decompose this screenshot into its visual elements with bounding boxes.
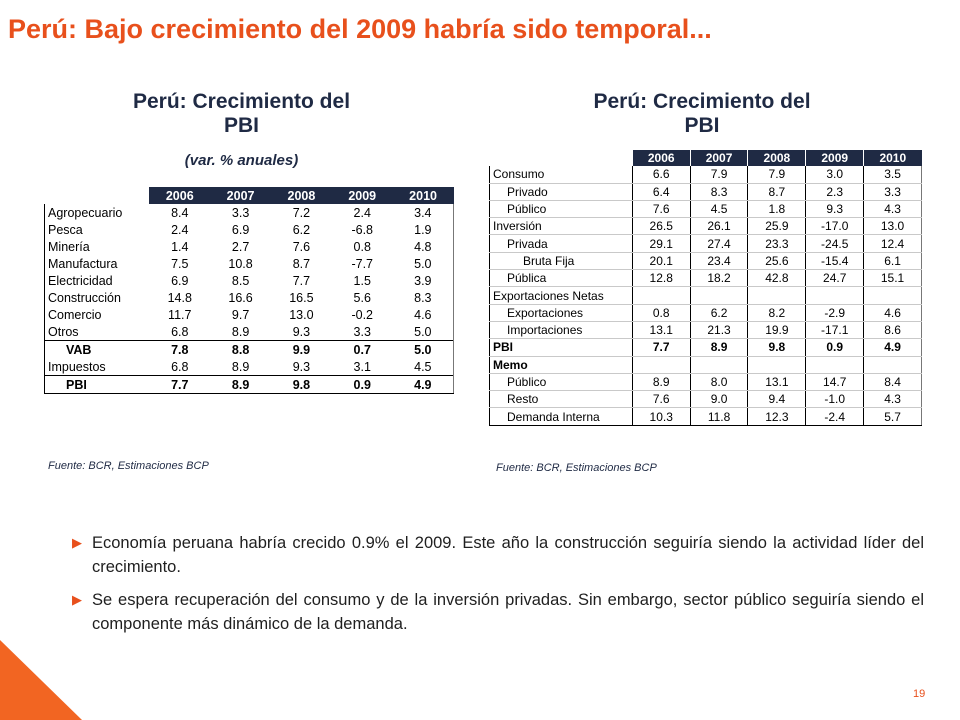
table-row (490, 356, 922, 373)
value-cell: 8.6 (864, 321, 922, 338)
row-label: Construcción (45, 289, 150, 306)
value-cell: 26.1 (690, 218, 748, 235)
value-cell: -17.0 (806, 218, 864, 235)
value-cell: 9.9 (271, 341, 332, 359)
table-row (490, 218, 922, 235)
table-row (45, 255, 454, 272)
header-year-cell: 2007 (690, 150, 748, 166)
value-cell (864, 287, 922, 304)
right-table-title (502, 90, 902, 138)
value-cell: 3.3 (231, 205, 250, 220)
table-row (45, 289, 454, 306)
right-table-title-line2: PBI (684, 114, 720, 137)
value-cell: 4.3 (864, 391, 922, 408)
value-cell: 4.5 (690, 200, 748, 217)
arrow-bullet-icon: ▶ (72, 592, 82, 607)
value-cell: 25.9 (748, 218, 806, 235)
value-cell: 8.7 (292, 256, 311, 271)
row-label: Resto (490, 391, 633, 408)
value-cell: 23.3 (748, 235, 806, 252)
value-cell: 9.0 (690, 391, 748, 408)
right-table (489, 150, 922, 426)
value-cell: 0.9 (806, 339, 864, 356)
value-cell: 8.9 (690, 339, 748, 356)
value-cell: 5.0 (393, 323, 454, 341)
right-table-title-line1: Perú: Crecimiento del (593, 90, 811, 113)
header-year-cell: 2010 (864, 150, 922, 166)
value-cell: 10.3 (632, 408, 690, 425)
value-cell: 4.6 (393, 306, 454, 323)
value-cell: 23.4 (690, 252, 748, 269)
header-year-cell: 2008 (748, 150, 806, 166)
value-cell: -1.0 (806, 391, 864, 408)
value-cell: 6.2 (292, 222, 311, 237)
row-label: Pública (490, 270, 633, 287)
value-cell: 3.3 (864, 183, 922, 200)
table-header-row (490, 150, 922, 166)
row-label: Exportaciones Netas (490, 287, 633, 304)
value-cell: 3.1 (353, 359, 371, 374)
table-row (490, 408, 922, 425)
table-row (490, 391, 922, 408)
value-cell: 6.9 (171, 273, 189, 288)
value-cell: 7.6 (632, 200, 690, 217)
value-cell: 6.9 (231, 222, 250, 237)
header-blank-cell (490, 150, 633, 166)
table-row (45, 341, 454, 359)
right-table-source: Fuente: BCR, Estimaciones BCP (496, 462, 657, 474)
table-row (490, 321, 922, 338)
slide-title: Perú: Bajo crecimiento del 2009 habría sido temporal... (8, 14, 712, 44)
row-label: Otros (45, 323, 150, 341)
value-cell: 2.4 (171, 222, 189, 237)
value-cell: 8.5 (231, 273, 250, 288)
value-cell: 6.6 (632, 166, 690, 183)
value-cell: 7.8 (149, 341, 210, 359)
value-cell: 5.0 (393, 341, 454, 359)
value-cell: 13.1 (748, 373, 806, 390)
row-label: Inversión (490, 218, 633, 235)
value-cell: 2.4 (353, 205, 371, 220)
bullet-text: Se espera recuperación del consumo y de la inversión privadas. Sin embargo, sector público seguiría siendo el componente más dinámico de la demanda. (92, 591, 924, 633)
left-table-title-line2: PBI (223, 114, 259, 137)
value-cell: 7.7 (149, 376, 210, 394)
header-year-cell: 2007 (210, 187, 271, 204)
row-label: Privado (490, 183, 633, 200)
value-cell: 5.6 (353, 290, 371, 305)
page-number: 19 (913, 688, 926, 700)
left-table-subtitle: (var. % anuales) (184, 152, 299, 169)
header-year-cell: 2006 (149, 187, 210, 204)
value-cell: 9.8 (271, 376, 332, 394)
row-label: Impuestos (45, 358, 150, 376)
value-cell: 11.8 (690, 408, 748, 425)
row-label: Consumo (490, 166, 633, 183)
row-label: Importaciones (490, 321, 633, 338)
table-row (45, 358, 454, 376)
value-cell: 1.4 (171, 239, 189, 254)
value-cell: 7.9 (748, 166, 806, 183)
row-label: Agropecuario (45, 204, 150, 221)
value-cell: 12.4 (864, 235, 922, 252)
left-table-title-line1: Perú: Crecimiento del (132, 90, 351, 113)
value-cell: 4.5 (393, 358, 454, 376)
value-cell: 0.7 (332, 341, 393, 359)
table-row (45, 376, 454, 394)
value-cell: 8.2 (748, 304, 806, 321)
table-row (45, 272, 454, 289)
value-cell: 6.1 (864, 252, 922, 269)
value-cell: 9.3 (292, 324, 311, 339)
value-cell: -7.7 (351, 256, 374, 271)
value-cell: 7.6 (292, 239, 311, 254)
value-cell: 16.6 (228, 290, 253, 305)
table-row (490, 166, 922, 183)
value-cell: 8.4 (864, 373, 922, 390)
value-cell: 14.8 (167, 290, 192, 305)
value-cell: 6.2 (690, 304, 748, 321)
value-cell: 8.0 (690, 373, 748, 390)
table-row (490, 252, 922, 269)
value-cell (632, 287, 690, 304)
value-cell: 0.9 (332, 376, 393, 394)
table-row (45, 204, 454, 221)
left-table-title (44, 90, 439, 138)
value-cell: 9.3 (292, 359, 311, 374)
value-cell: 4.9 (864, 339, 922, 356)
value-cell (690, 287, 748, 304)
left-table (44, 187, 454, 394)
value-cell: 10.8 (228, 256, 253, 271)
row-label: Pesca (45, 221, 150, 238)
value-cell: 7.7 (292, 273, 311, 288)
value-cell: 8.4 (171, 205, 189, 220)
table-row (490, 339, 922, 356)
value-cell: 3.0 (806, 166, 864, 183)
value-cell: 3.4 (393, 204, 454, 221)
value-cell: 2.7 (231, 239, 250, 254)
value-cell: 6.8 (171, 359, 189, 374)
row-label: Exportaciones (490, 304, 633, 321)
row-label: Bruta Fija (490, 252, 633, 269)
value-cell: 9.7 (231, 307, 250, 322)
value-cell: 8.3 (690, 183, 748, 200)
value-cell: 8.7 (748, 183, 806, 200)
row-label: Público (490, 200, 633, 217)
value-cell: 27.4 (690, 235, 748, 252)
table-row (45, 238, 454, 255)
table-row (490, 270, 922, 287)
table-row (490, 200, 922, 217)
table-row (45, 323, 454, 341)
row-label: Público (490, 373, 633, 390)
value-cell: 8.8 (210, 341, 271, 359)
row-label: PBI (45, 376, 150, 394)
value-cell: 8.9 (231, 324, 250, 339)
left-table-source: Fuente: BCR, Estimaciones BCP (48, 460, 209, 472)
value-cell: 8.9 (210, 376, 271, 394)
value-cell (748, 356, 806, 373)
row-label: VAB (45, 341, 150, 359)
bullet-item (72, 531, 924, 579)
header-blank-cell (45, 187, 150, 204)
row-label: Electricidad (45, 272, 150, 289)
value-cell: 5.7 (864, 408, 922, 425)
value-cell: 4.6 (864, 304, 922, 321)
bullet-text: Economía peruana habría crecido 0.9% el 2009. Este año la construcción seguiría siendo la actividad líder del crecimiento. (92, 534, 924, 576)
value-cell: 20.1 (632, 252, 690, 269)
header-year-cell: 2006 (632, 150, 690, 166)
value-cell: 13.0 (864, 218, 922, 235)
value-cell: 4.3 (864, 200, 922, 217)
value-cell (748, 287, 806, 304)
header-year-cell: 2010 (393, 187, 454, 204)
value-cell: 7.6 (632, 391, 690, 408)
row-label: Minería (45, 238, 150, 255)
value-cell: -2.4 (806, 408, 864, 425)
value-cell: -2.9 (806, 304, 864, 321)
value-cell: 4.8 (393, 238, 454, 255)
header-year-cell: 2009 (806, 150, 864, 166)
row-label: Memo (490, 356, 633, 373)
value-cell: 24.7 (806, 270, 864, 287)
value-cell: 21.3 (690, 321, 748, 338)
value-cell: 29.1 (632, 235, 690, 252)
value-cell: 1.8 (748, 200, 806, 217)
value-cell: -24.5 (806, 235, 864, 252)
value-cell: 4.9 (393, 376, 454, 394)
row-label: Demanda Interna (490, 408, 633, 425)
value-cell: 18.2 (690, 270, 748, 287)
value-cell: 9.3 (806, 200, 864, 217)
value-cell: 3.9 (393, 272, 454, 289)
value-cell: 0.8 (353, 239, 371, 254)
header-year-cell: 2009 (332, 187, 393, 204)
value-cell: 26.5 (632, 218, 690, 235)
value-cell: 15.1 (864, 270, 922, 287)
value-cell: 0.8 (632, 304, 690, 321)
table-row (490, 373, 922, 390)
value-cell (806, 287, 864, 304)
table-row (45, 221, 454, 238)
value-cell: 42.8 (748, 270, 806, 287)
value-cell: 7.9 (690, 166, 748, 183)
row-label: Comercio (45, 306, 150, 323)
value-cell: 6.4 (632, 183, 690, 200)
value-cell: 6.8 (171, 324, 189, 339)
value-cell: 8.9 (632, 373, 690, 390)
value-cell: -15.4 (806, 252, 864, 269)
value-cell: 8.9 (231, 359, 250, 374)
value-cell: 12.3 (748, 408, 806, 425)
value-cell: 3.5 (864, 166, 922, 183)
table-row (490, 235, 922, 252)
table-row (490, 304, 922, 321)
value-cell (864, 356, 922, 373)
value-cell: 16.5 (289, 290, 314, 305)
arrow-bullet-icon: ▶ (72, 535, 82, 550)
row-label: PBI (490, 339, 633, 356)
row-label: Manufactura (45, 255, 150, 272)
row-label: Privada (490, 235, 633, 252)
value-cell: -17.1 (806, 321, 864, 338)
value-cell: -6.8 (351, 222, 374, 237)
value-cell: 9.8 (748, 339, 806, 356)
value-cell: 9.4 (748, 391, 806, 408)
value-cell: 14.7 (806, 373, 864, 390)
value-cell: 12.8 (632, 270, 690, 287)
corner-decoration (0, 640, 82, 720)
value-cell (632, 356, 690, 373)
value-cell: 13.0 (289, 307, 314, 322)
table-row (490, 287, 922, 304)
table-row (45, 306, 454, 323)
value-cell: 7.5 (171, 256, 189, 271)
table-row (490, 183, 922, 200)
value-cell: 2.3 (806, 183, 864, 200)
value-cell: 13.1 (632, 321, 690, 338)
value-cell: 11.7 (168, 307, 192, 322)
value-cell (806, 356, 864, 373)
value-cell: 1.5 (353, 273, 371, 288)
bullet-item (72, 588, 924, 636)
value-cell: 7.2 (292, 205, 311, 220)
value-cell: 25.6 (748, 252, 806, 269)
value-cell: -0.2 (351, 307, 374, 322)
header-year-cell: 2008 (271, 187, 332, 204)
value-cell (690, 356, 748, 373)
value-cell: 8.3 (393, 289, 454, 306)
bullet-list (72, 531, 924, 645)
table-header-row (45, 187, 454, 204)
value-cell: 1.9 (393, 221, 454, 238)
value-cell: 3.3 (353, 324, 371, 339)
value-cell: 5.0 (393, 255, 454, 272)
value-cell: 19.9 (748, 321, 806, 338)
value-cell: 7.7 (632, 339, 690, 356)
